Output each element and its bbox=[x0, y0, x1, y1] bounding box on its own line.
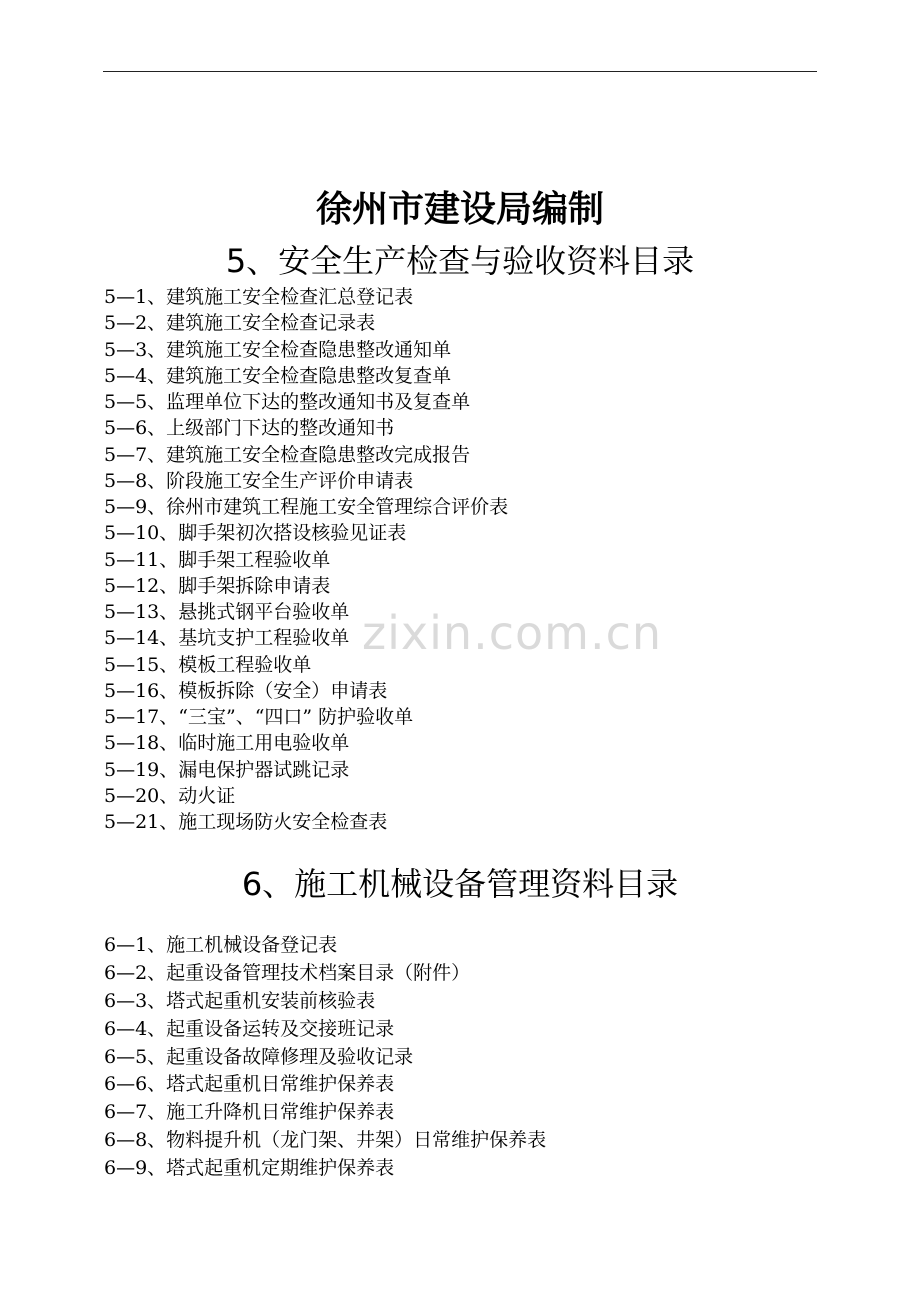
list-item: 5—9、徐州市建筑工程施工安全管理综合评价表 bbox=[104, 496, 509, 518]
list-item: 6—1、施工机械设备登记表 bbox=[104, 934, 338, 956]
section-6-list bbox=[104, 932, 546, 1183]
list-item: 6—5、起重设备故障修理及验收记录 bbox=[104, 1045, 414, 1068]
list-item: 5—6、上级部门下达的整改通知书 bbox=[104, 417, 395, 440]
list-item: 5—5、监理单位下达的整改通知书及复查单 bbox=[104, 391, 471, 413]
list-item: 5—12、脚手架拆除申请表 bbox=[104, 574, 331, 597]
list-item: 5—20、动火证 bbox=[104, 784, 236, 807]
list-item: 5—18、临时施工用电验收单 bbox=[104, 732, 350, 755]
list-item: 5—19、漏电保护器试跳记录 bbox=[104, 758, 350, 781]
list-item: 6—7、施工升降机日常维护保养表 bbox=[104, 1101, 395, 1124]
section-5-list bbox=[104, 284, 508, 835]
list-item: 5—8、阶段施工安全生产评价申请表 bbox=[104, 469, 414, 492]
list-item: 5—2、建筑施工安全检查记录表 bbox=[104, 312, 376, 335]
header-rule bbox=[103, 71, 817, 72]
org-title: 徐州市建设局编制 bbox=[315, 189, 604, 230]
list-item: 5—7、建筑施工安全检查隐患整改完成报告 bbox=[104, 443, 471, 466]
list-item: 5—17、“三宝”、“四口” 防护验收单 bbox=[104, 706, 414, 728]
list-item: 5—11、脚手架工程验收单 bbox=[104, 548, 331, 571]
list-item: 5—21、施工现场防火安全检查表 bbox=[104, 811, 388, 833]
list-item: 6—4、起重设备运转及交接班记录 bbox=[104, 1017, 395, 1040]
section-6-heading: 6、施工机械设备管理资料目录 bbox=[241, 865, 679, 903]
list-item: 5—16、模板拆除（安全）申请表 bbox=[104, 679, 388, 702]
list-item: 5—14、基坑支护工程验收单 bbox=[104, 627, 350, 650]
watermark: zixin.com.cn bbox=[362, 606, 663, 660]
list-item: 6—8、物料提升机（龙门架、井架）日常维护保养表 bbox=[104, 1129, 547, 1152]
list-item: 6—9、塔式起重机定期维护保养表 bbox=[104, 1157, 395, 1180]
list-item: 5—13、悬挑式钢平台验收单 bbox=[104, 601, 350, 623]
list-item: 5—1、建筑施工安全检查汇总登记表 bbox=[104, 286, 414, 308]
section-5-heading: 5、安全生产检查与验收资料目录 bbox=[225, 242, 695, 280]
list-item: 5—4、建筑施工安全检查隐患整改复查单 bbox=[104, 364, 452, 387]
list-item: 5—15、模板工程验收单 bbox=[104, 653, 312, 676]
list-item: 5—10、脚手架初次搭设核验见证表 bbox=[104, 522, 407, 545]
list-item: 5—3、建筑施工安全检查隐患整改通知单 bbox=[104, 338, 452, 361]
list-item: 6—2、起重设备管理技术档案目录（附件） bbox=[104, 961, 471, 984]
list-item: 6—6、塔式起重机日常维护保养表 bbox=[104, 1073, 395, 1096]
list-item: 6—3、塔式起重机安装前核验表 bbox=[104, 989, 376, 1012]
